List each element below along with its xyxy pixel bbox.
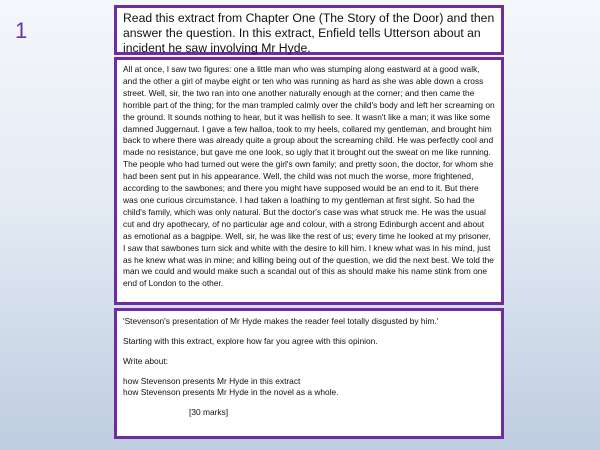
spacer xyxy=(123,398,495,407)
task-box xyxy=(114,308,504,439)
task-instruction: Starting with this extract, explore how far you agree with this opinion. xyxy=(123,336,378,346)
slide-number: 1 xyxy=(15,18,28,43)
task-bullet: how Stevenson presents Mr Hyde in the novel as a whole. xyxy=(123,387,339,397)
write-about-label: Write about: xyxy=(123,356,168,366)
spacer xyxy=(123,347,495,356)
question-text: Read this extract from Chapter One (The Story of the Door) and then answer the question. In this extract, Enfield tells Utterson about an incident he saw involving Mr Hyde. xyxy=(123,11,495,55)
spacer xyxy=(123,367,495,376)
task-bullet: how Stevenson presents Mr Hyde in this extract xyxy=(123,376,301,386)
spacer xyxy=(123,327,495,336)
question-box xyxy=(114,5,504,55)
extract-box xyxy=(114,57,504,305)
task-statement: 'Stevenson's presentation of Mr Hyde makes the reader feel totally disgusted by him.' xyxy=(123,316,439,326)
extract-text: All at once, I saw two figures: one a little man who was stumping along eastward at a good walk, and the other a girl of maybe eight or ten who was running as hard as she was able down a cross street. Well, sir, the two ran into one another naturally enough at the corner; and then came the horrible part of the thing; for the man trampled calmly over the child's body and left her screaming on the ground. It sounds nothing to hear, but it was hellish to see. It wasn't like a man; it was like some damned Juggernaut. I gave a few halloa, took to my heels, collared my gentleman, and brought him back to where there was already quite a group about the screaming child. He was perfectly cool and made no resistance, but gave me one look, so ugly that it brought out the sweat on me like running. The people who had turned out were the girl's own family; and pretty soon, the doctor, for whom she had been sent put in his appearance. Well, the child was not much the worse, more frightened, according to the sawbones; and there you might have supposed would be an end to it. But there was one curious circumstance. I had taken a loathing to my gentleman at first sight. So had the child's family, which was only natural. But the doctor's case was what struck me. He was the usual cut and dry apothecary, of no particular age and colour, with a strong Edinburgh accent and about as emotional as a bagpipe. Well, sir, he was like the rest of us; every time he looked at my prisoner, I saw that sawbones turn sick and white with the desire to kill him. I knew what was in his mind, just as he knew what was in mine; and killing being out of the question, we did the next best. We told the man we could and would make such a scandal out of this as should make his name stink from one end of London to the other. xyxy=(123,64,495,289)
marks-label: [30 marks] xyxy=(189,407,229,417)
